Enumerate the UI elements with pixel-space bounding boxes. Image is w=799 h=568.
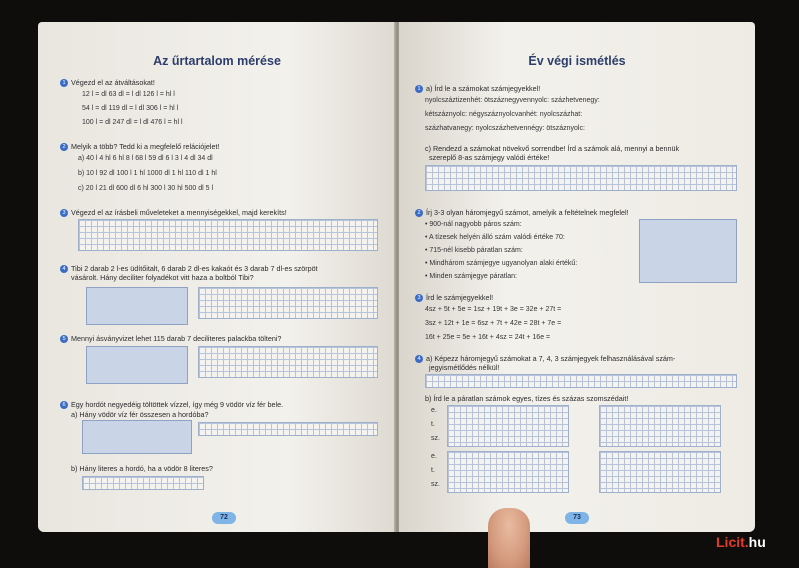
exercise-6a-grid: [198, 422, 378, 436]
watermark: Licit.hu: [716, 534, 766, 550]
exercise-4-illustration: [86, 287, 188, 325]
exercise-1c-grid: [425, 165, 737, 191]
exercise-4b-grid-right-2: [599, 451, 721, 493]
exercise-6b: b) Hány literes a hordó, ha a vödör 8 literes?: [71, 464, 213, 473]
right-page-number: 73: [565, 512, 589, 524]
exercise-2-row: c) 20 l 21 dl 600 dl 6 hl 300 l 30 hl 500 dl 5 l: [78, 185, 214, 192]
exercise-6a-box: [82, 420, 192, 454]
exercise-5-grid: [198, 346, 378, 378]
exercise-3-instruction: 3 Végezd el az írásbeli műveleteket a mennyiségekkel, majd kerekíts!: [60, 208, 287, 217]
exercise-1a-row: nyolcszáztizenhét: ötszáznegyvennyolc: százhetvenegy:: [425, 97, 600, 104]
exercise-4-instruction-cont: vásárolt. Hány deciliter folyadékot vitt haza a boltból Tibi?: [71, 273, 254, 282]
exercise-4a-grid: [425, 374, 737, 388]
left-page: [38, 22, 396, 532]
exercise-3-row: 16t + 25e = 5e + 16t + 4sz = 24t + 16e =: [425, 334, 551, 341]
exercise-3-row: 3sz + 12t + 1e = 6sz + 7t + 42e = 28t + 7e =: [425, 320, 562, 327]
neighbour-label: t.: [431, 421, 435, 428]
exercise-2-condition: • A tízesek helyén álló szám valódi értéke 70:: [425, 234, 565, 241]
exercise-2-condition: • 900-nál nagyobb páros szám:: [425, 221, 522, 228]
neighbour-label: t.: [431, 467, 435, 474]
exercise-4a-instruction-cont: jegyismétlődés nélkül!: [429, 363, 500, 372]
exercise-4-instruction: 4 Tibi 2 darab 2 l-es üdítőitalt, 6 darab 2 dl-es kakaót és 3 darab 7 dl-es szörpöt: [60, 264, 318, 273]
exercise-2-instruction: 2 Írj 3-3 olyan háromjegyű számot, amelyik a feltételnek megfelel!: [415, 208, 629, 217]
neighbour-label: e.: [431, 453, 437, 460]
exercise-2-condition: • Mindhárom számjegye ugyanolyan alaki értékű:: [425, 260, 578, 267]
neighbour-label: e.: [431, 407, 437, 414]
exercise-4b-grid-left: [447, 405, 569, 447]
exercise-1-row: 100 l = dl 247 dl = l dl 476 l = hl l: [82, 119, 183, 126]
thumb: [488, 508, 530, 568]
exercise-2-row: b) 10 l 92 dl 100 l 1 hl 1000 dl 1 hl 110 dl 1 hl: [78, 170, 217, 177]
exercise-1c-instruction: c) Rendezd a számokat növekvő sorrendbe! Írd a számok alá, mennyi a bennük: [425, 144, 680, 153]
exercise-4-grid: [198, 287, 378, 319]
exercise-5-illustration: [86, 346, 188, 384]
left-page-number: 72: [212, 512, 236, 524]
exercise-3-instruction: 3 Írd le számjegyekkel!: [415, 293, 493, 302]
right-page: [399, 22, 755, 532]
exercise-1-instruction: 1 Végezd el az átváltásokat!: [60, 78, 155, 87]
neighbour-label: sz.: [431, 435, 440, 442]
exercise-1-row: 12 l = dl 63 dl = l dl 126 l = hl l: [82, 91, 175, 98]
exercise-1a-row: százhatvanegy: nyolcszázhetvennégy: ötszáznyolc:: [425, 125, 585, 132]
exercise-2-row: a) 40 l 4 hl 6 hl 8 l 68 l 59 dl 6 l 3 l 4 dl 34 dl: [78, 155, 213, 162]
exercise-1-row: 54 l = dl 119 dl = l dl 306 l = hl l: [82, 105, 179, 112]
exercise-4a-instruction: 4 a) Képezz háromjegyű számokat a 7, 4, 3 számjegyek felhasználásával szám-: [415, 354, 675, 363]
exercise-1a-row: kétszáznyolc: négyszáznyolcvanhét: nyolcszázhat:: [425, 111, 583, 118]
right-page-title: Év végi ismétlés: [528, 54, 626, 68]
left-page-title: Az űrtartalom mérése: [153, 54, 281, 68]
exercise-3-grid: [78, 219, 378, 251]
open-workbook: [38, 22, 755, 532]
exercise-4b-instruction: b) Írd le a páratlan számok egyes, tízes és százas szomszédait!: [425, 394, 629, 403]
exercise-6a: a) Hány vödör víz fér összesen a hordóba?: [71, 410, 209, 419]
exercise-3-row: 4sz + 5t + 5e = 1sz + 19t + 3e = 32e + 27t =: [425, 306, 562, 313]
exercise-4b-grid-left-2: [447, 451, 569, 493]
exercise-1a-instruction: 1 a) Írd le a számokat számjegyekkel!: [415, 84, 540, 93]
exercise-2-answer-boxes: [639, 219, 737, 283]
exercise-6-instruction: 6 Egy hordót negyedéig töltöttek vízzel, így még 9 vödör víz fér bele.: [60, 400, 283, 409]
exercise-6b-grid: [82, 476, 204, 490]
exercise-2-condition: • 715-nél kisebb páratlan szám:: [425, 247, 523, 254]
exercise-2-instruction: 2 Melyik a több? Tedd ki a megfelelő relációjelet!: [60, 142, 220, 151]
exercise-2-condition: • Minden számjegye páratlan:: [425, 273, 517, 280]
neighbour-label: sz.: [431, 481, 440, 488]
exercise-1c-instruction-cont: szereplő 8-as számjegy valódi értéke!: [429, 153, 550, 162]
exercise-4b-grid-right: [599, 405, 721, 447]
exercise-5-instruction: 5 Mennyi ásványvizet lehet 115 darab 7 deciliteres palackba tölteni?: [60, 334, 281, 343]
